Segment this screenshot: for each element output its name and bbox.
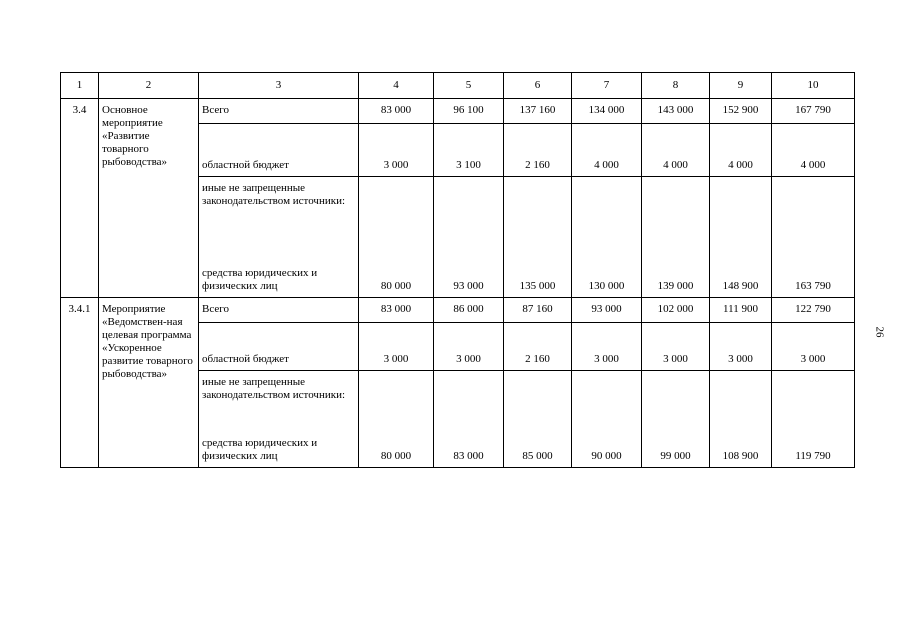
other-sources-label: иные не запрещенные законодательством источники:: [202, 376, 346, 401]
source-cell: [199, 177, 359, 298]
value-cell: 111 900: [710, 298, 772, 323]
section-name: Основное мероприятие «Развитие товарного рыбоводства»: [99, 99, 199, 298]
value-cell: 130 000: [572, 177, 642, 298]
value-cell: 2 160: [504, 124, 572, 177]
source-label: средства юридических и физических лиц: [202, 437, 318, 462]
header-row: [61, 73, 855, 99]
value-cell: 143 000: [642, 99, 710, 124]
source-cell: [199, 371, 359, 468]
value-cell: 4 000: [710, 124, 772, 177]
value-cell: 80 000: [359, 177, 434, 298]
value-cell: 80 000: [359, 371, 434, 468]
section-number: 3.4.1: [61, 298, 99, 468]
value-cell: 3 000: [642, 323, 710, 371]
header-cell: 3: [199, 73, 359, 99]
table-row: [61, 298, 855, 323]
header-cell: 10: [772, 73, 855, 99]
value-cell: 93 000: [572, 298, 642, 323]
source-label: средства юридических и физических лиц: [202, 267, 318, 292]
page-number: 26: [873, 326, 886, 338]
value-cell: 152 900: [710, 99, 772, 124]
value-cell: 99 000: [642, 371, 710, 468]
section-number: 3.4: [61, 99, 99, 298]
source-label: Всего: [199, 298, 359, 323]
value-cell: 96 100: [434, 99, 504, 124]
value-cell: 85 000: [504, 371, 572, 468]
value-cell: 137 160: [504, 99, 572, 124]
value-cell: 119 790: [772, 371, 855, 468]
value-cell: 139 000: [642, 177, 710, 298]
value-cell: 108 900: [710, 371, 772, 468]
value-cell: 134 000: [572, 99, 642, 124]
header-cell: 5: [434, 73, 504, 99]
value-cell: 3 000: [772, 323, 855, 371]
header-cell: 8: [642, 73, 710, 99]
header-cell: 6: [504, 73, 572, 99]
value-cell: 3 000: [572, 323, 642, 371]
header-cell: 1: [61, 73, 99, 99]
value-cell: 86 000: [434, 298, 504, 323]
value-cell: 4 000: [772, 124, 855, 177]
value-cell: 2 160: [504, 323, 572, 371]
source-label: областной бюджет: [199, 124, 359, 177]
value-cell: 167 790: [772, 99, 855, 124]
value-cell: 135 000: [504, 177, 572, 298]
value-cell: 87 160: [504, 298, 572, 323]
header-cell: 4: [359, 73, 434, 99]
header-cell: 9: [710, 73, 772, 99]
value-cell: 83 000: [359, 99, 434, 124]
value-cell: 4 000: [572, 124, 642, 177]
table-row: [61, 99, 855, 124]
value-cell: 163 790: [772, 177, 855, 298]
section-name: Мероприятие «Ведомствен-ная целевая программа «Ускоренное развитие товарного рыбоводства»: [99, 298, 199, 468]
value-cell: 4 000: [642, 124, 710, 177]
budget-table: [60, 72, 855, 468]
value-cell: 83 000: [359, 298, 434, 323]
value-cell: 148 900: [710, 177, 772, 298]
value-cell: 90 000: [572, 371, 642, 468]
source-label: областной бюджет: [199, 323, 359, 371]
value-cell: 3 000: [359, 124, 434, 177]
value-cell: 102 000: [642, 298, 710, 323]
header-cell: 2: [99, 73, 199, 99]
value-cell: 3 000: [359, 323, 434, 371]
value-cell: 83 000: [434, 371, 504, 468]
value-cell: 122 790: [772, 298, 855, 323]
header-cell: 7: [572, 73, 642, 99]
value-cell: 3 000: [434, 323, 504, 371]
source-label: Всего: [199, 99, 359, 124]
value-cell: 93 000: [434, 177, 504, 298]
value-cell: 3 100: [434, 124, 504, 177]
other-sources-label: иные не запрещенные законодательством источники:: [202, 182, 346, 207]
value-cell: 3 000: [710, 323, 772, 371]
